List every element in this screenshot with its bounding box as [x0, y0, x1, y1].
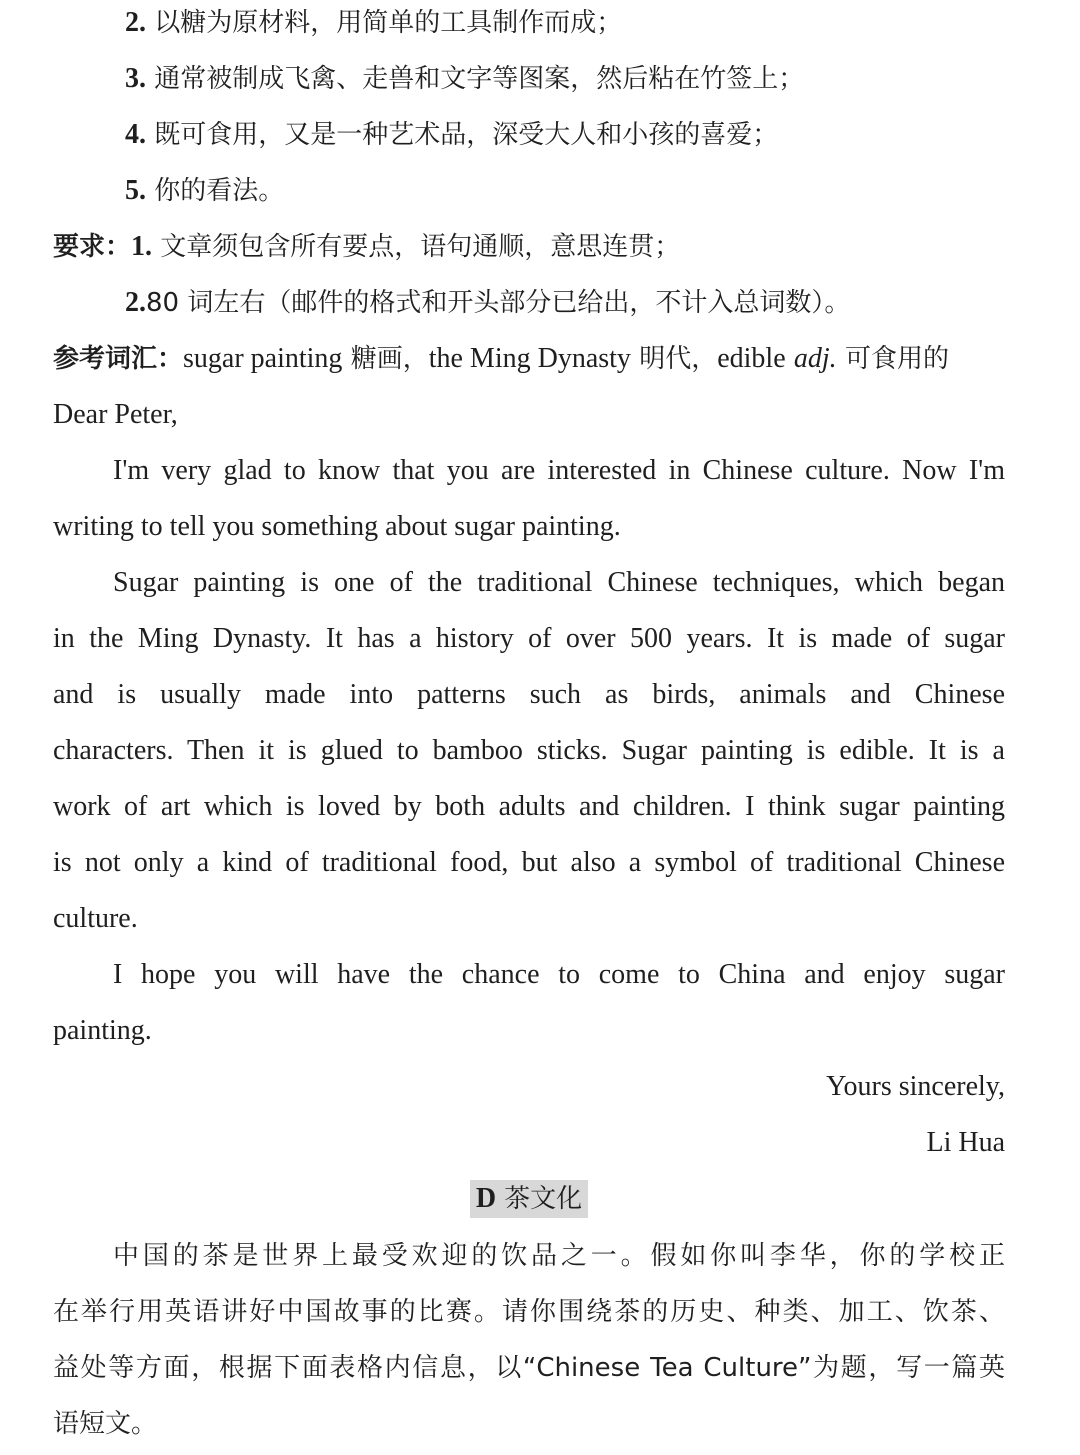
requirement-number: 2.: [125, 287, 146, 318]
requirement-1: [53, 227, 1005, 267]
section-letter: D: [475, 1183, 497, 1214]
requirement-text: 文章须包含所有要点，语句通顺，意思连贯；: [160, 232, 681, 262]
point-4: [125, 115, 1005, 155]
point-5: [125, 171, 1005, 211]
letter-paragraph-3-line-2: painting.: [53, 1015, 152, 1046]
section-d-prompt-line-2: 在举行用英语讲好中国故事的比赛。请你围绕茶的历史、种类、加工、饮茶、: [53, 1297, 1005, 1327]
section-d-heading: [53, 1179, 1005, 1219]
point-number: 4.: [125, 119, 146, 150]
vocab-term-en: edible: [717, 343, 786, 374]
vocabulary-line: [53, 339, 1005, 379]
letter-paragraph-1-line-2: writing to tell you something about sugar painting.: [53, 511, 621, 542]
point-text: 既可食用，又是一种艺术品，深受大人和小孩的喜爱；: [154, 120, 779, 150]
vocab-part-of-speech: adj.: [793, 343, 837, 374]
requirement-2: [125, 283, 1005, 323]
requirements-label: 要求：: [53, 232, 132, 262]
vocab-term-zh: 糖画，: [350, 344, 429, 374]
letter-paragraph-2-line-3: and is usually made into patterns such as birds, animals and Chinese: [53, 679, 1005, 710]
vocab-term-en: the Ming Dynasty: [428, 343, 631, 374]
letter-paragraph-2-line-4: characters. Then it is glued to bamboo sticks. Sugar painting is edible. It is a: [53, 735, 1005, 766]
letter-closing: Yours sincerely,: [826, 1071, 1005, 1102]
point-text: 你的看法。: [154, 176, 285, 206]
point-number: 3.: [125, 63, 146, 94]
letter-paragraph-1-line-1: I'm very glad to know that you are interested in Chinese culture. Now I'm: [113, 455, 1005, 486]
requirement-number: 1.: [131, 231, 153, 262]
point-text: 以糖为原材料，用简单的工具制作而成；: [154, 8, 623, 38]
letter-greeting: Dear Peter,: [53, 399, 178, 430]
letter-paragraph-2-line-1: Sugar painting is one of the traditional Chinese techniques, which began: [113, 567, 1005, 598]
requirement-text: 80 词左右（邮件的格式和开头部分已给出，不计入总词数）。: [146, 288, 851, 318]
letter-paragraph-2-line-6: is not only a kind of traditional food, but also a symbol of traditional Chinese: [53, 847, 1005, 878]
section-d-prompt-line-4: 语短文。: [53, 1409, 158, 1439]
point-number: 2.: [125, 7, 146, 38]
section-heading-box: [470, 1180, 588, 1218]
vocab-term-en: sugar painting: [183, 343, 343, 374]
point-2: [125, 3, 1005, 43]
section-d-prompt-line-1: 中国的茶是世界上最受欢迎的饮品之一。假如你叫李华，你的学校正: [113, 1241, 1005, 1271]
letter-paragraph-2-line-5: work of art which is loved by both adults and children. I think sugar painting: [53, 791, 1005, 822]
letter-paragraph-3-line-1: I hope you will have the chance to come to China and enjoy sugar: [113, 959, 1005, 990]
point-number: 5.: [125, 175, 146, 206]
point-text: 通常被制成飞禽、走兽和文字等图案，然后粘在竹签上；: [154, 64, 805, 94]
vocabulary-label: 参考词汇：: [53, 344, 184, 374]
letter-signature: Li Hua: [926, 1127, 1005, 1158]
point-3: [125, 59, 1005, 99]
vocab-term-zh: 明代，: [639, 344, 718, 374]
section-d-prompt-line-3: 益处等方面，根据下面表格内信息，以“Chinese Tea Culture”为题，写一篇英: [53, 1353, 1005, 1383]
letter-paragraph-2-line-7: culture.: [53, 903, 138, 934]
section-title: 茶文化: [504, 1184, 583, 1214]
vocab-term-zh: 可食用的: [844, 344, 949, 374]
letter-paragraph-2-line-2: in the Ming Dynasty. It has a history of over 500 years. It is made of sugar: [53, 623, 1005, 654]
